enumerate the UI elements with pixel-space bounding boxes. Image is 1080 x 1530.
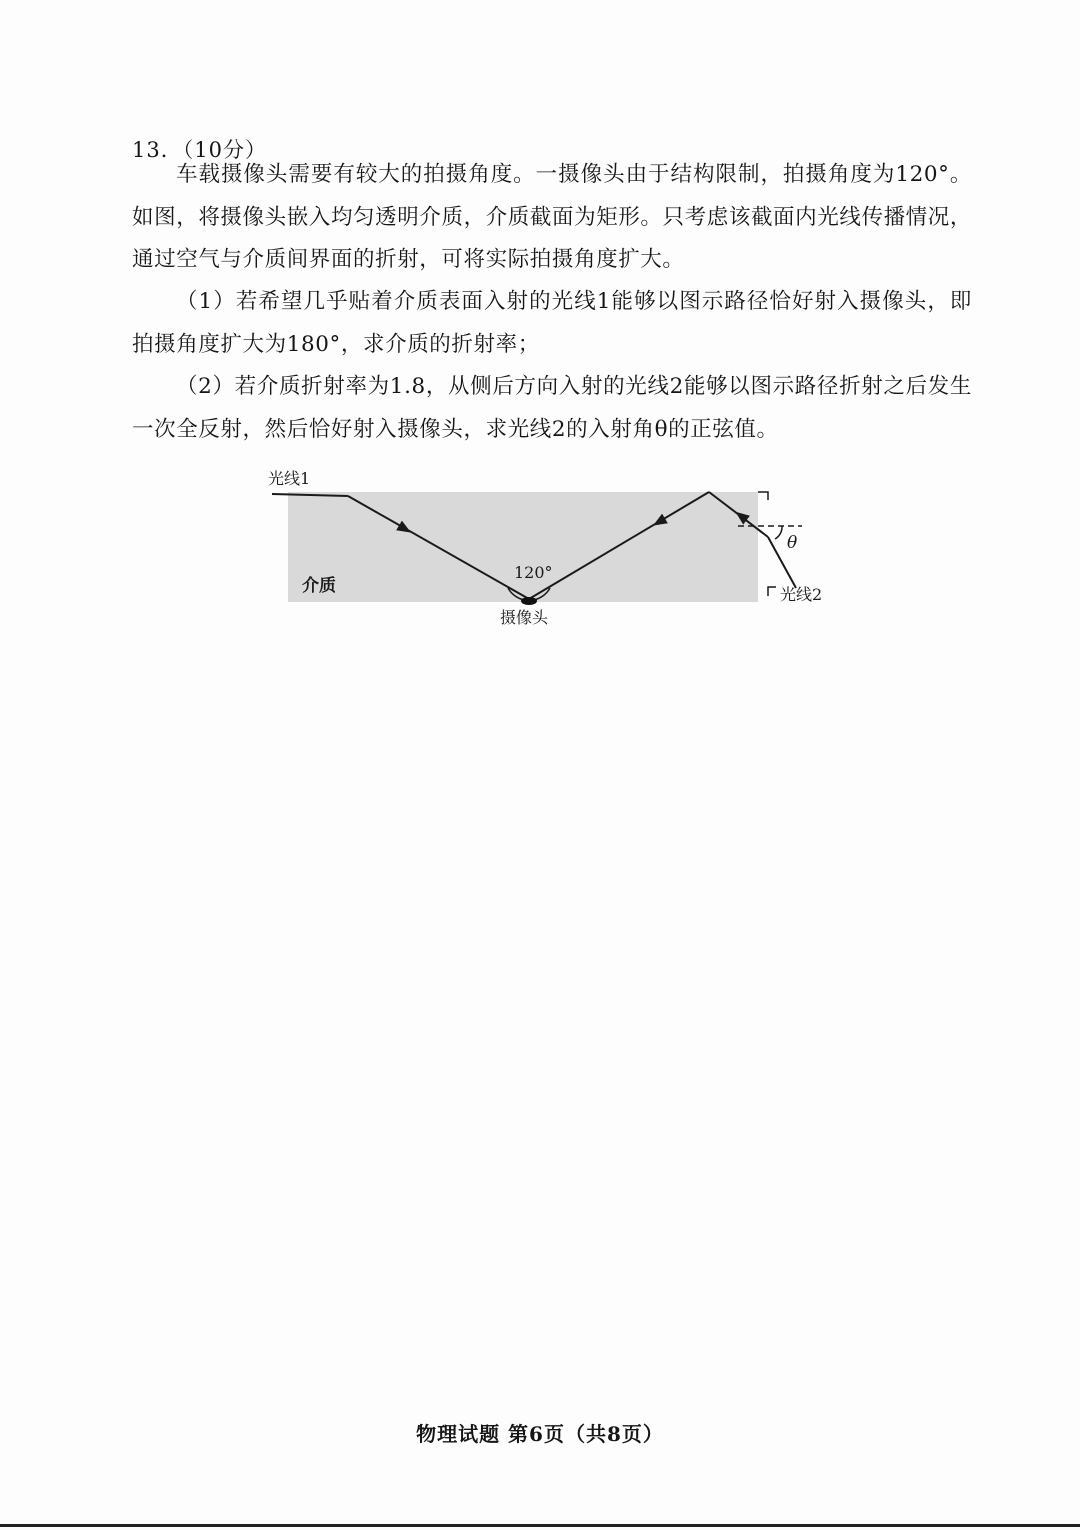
- camera-label: 摄像头: [500, 608, 549, 627]
- question-number: 13．（10分）: [132, 138, 267, 162]
- theta-label: θ: [787, 533, 798, 553]
- theta-arc: [775, 526, 782, 539]
- optics-diagram: [260, 460, 840, 630]
- ray-2-label: 光线2: [780, 585, 823, 604]
- ray-1-label: 光线1: [268, 469, 311, 488]
- page-footer: 物理试题 第6页（共8页）: [416, 1422, 664, 1446]
- bottom-right-corner-mark: [768, 587, 776, 596]
- question-intro: 车载摄像头需要有较大的拍摄角度。一摄像头由于结构限制，拍摄角度为120°。如图，将摄像头嵌入均匀透明介质，介质截面为矩形。只考虑该截面内光线传播情况，通过空气与介质间界面的折射，可将实际拍摄角度扩大。: [132, 162, 972, 272]
- medium-label: 介质: [302, 576, 336, 596]
- angle-120-label: 120°: [514, 563, 553, 582]
- bottom-rule: [0, 1524, 1080, 1527]
- medium-rectangle: [288, 492, 758, 602]
- camera-icon: [521, 597, 537, 605]
- question-part-1: （1）若希望几乎贴着介质表面入射的光线1能够以图示路径恰好射入摄像头，即拍摄角度扩大为180°，求介质的折射率；: [132, 289, 972, 357]
- question-part-2: （2）若介质折射率为1.8，从侧后方向入射的光线2能够以图示路径折射之后发生一次全反射，然后恰好射入摄像头，求光线2的入射角θ的正弦值。: [132, 374, 972, 442]
- top-right-corner-mark: [758, 492, 768, 500]
